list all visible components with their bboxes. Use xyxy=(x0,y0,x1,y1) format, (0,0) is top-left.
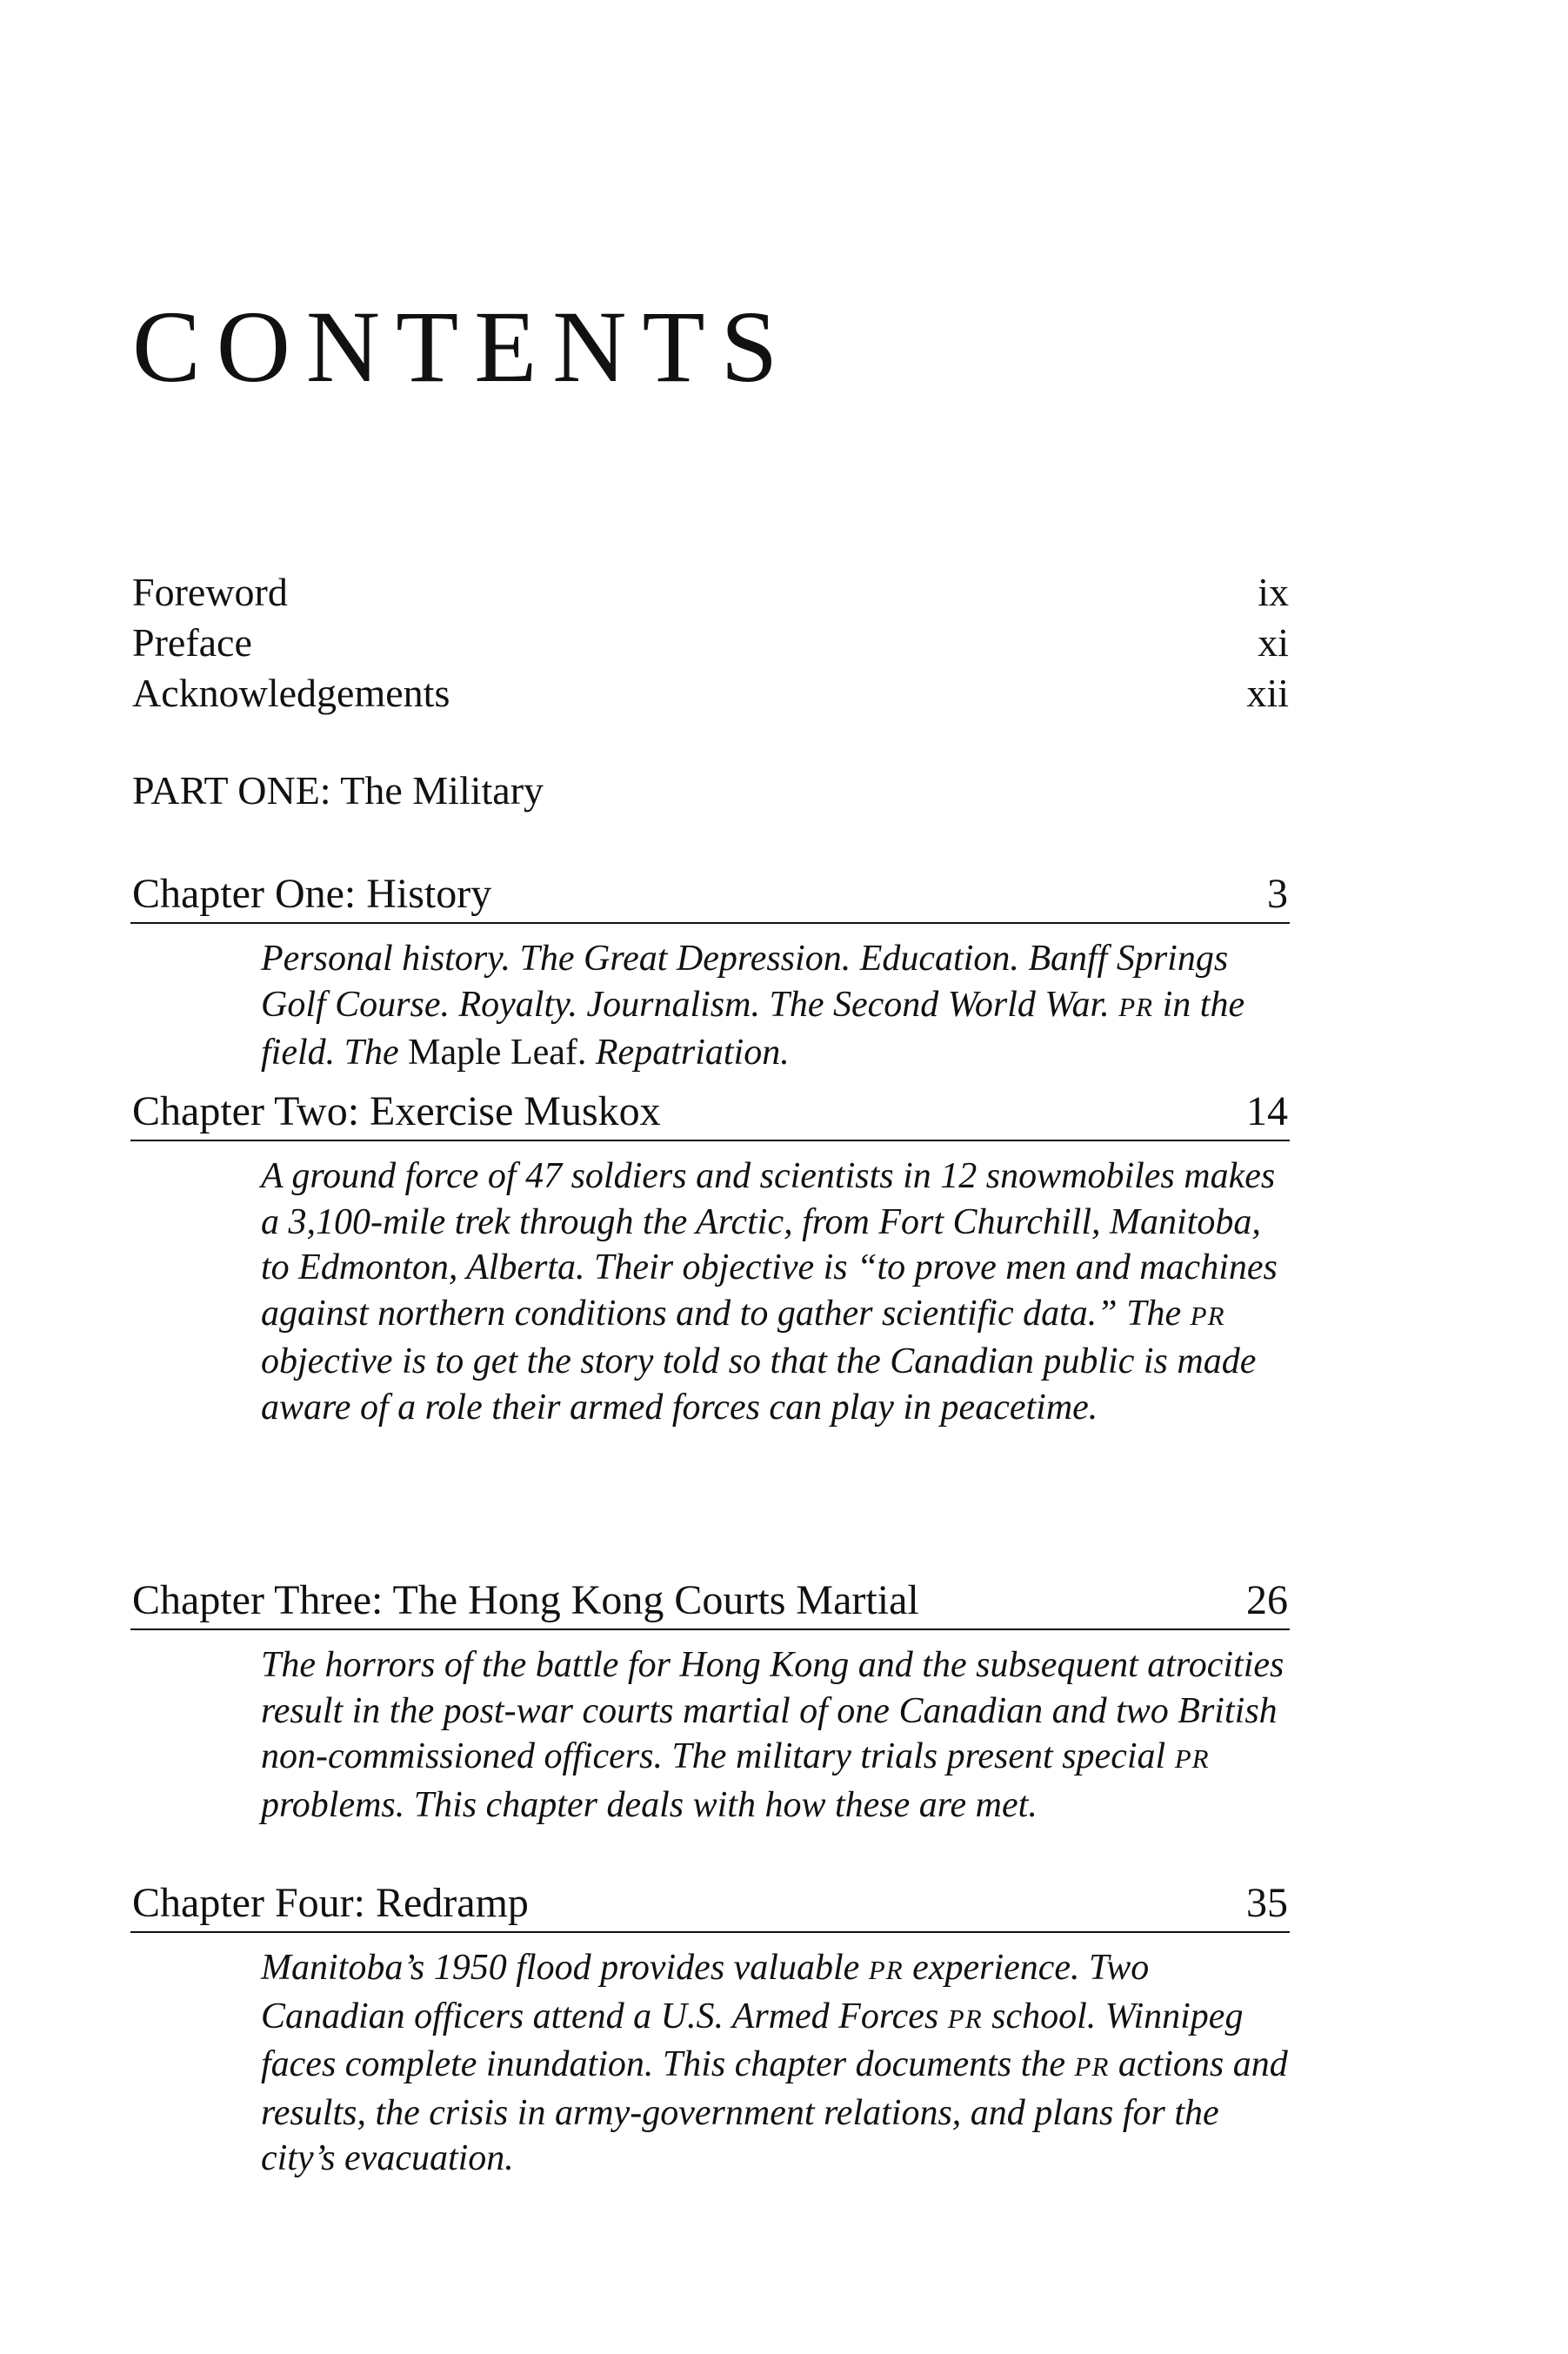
pr-abbrev: PR xyxy=(1174,1743,1210,1774)
publication-name: Maple Leaf. xyxy=(408,1033,587,1073)
desc-text: objective is to get the story told so that the Canadian public is made aware of a role their armed forces can play in peacetime. xyxy=(261,1341,1257,1428)
toc-entry-label: Preface xyxy=(132,620,252,665)
chapter-description xyxy=(130,936,1290,1076)
part-heading: PART ONE: The Military xyxy=(132,768,544,813)
desc-text: actions and results, the crisis in army-government relations, and plans for the city’s evacuation. xyxy=(261,2044,1288,2178)
front-matter-list xyxy=(132,567,1289,719)
chapter-description xyxy=(130,1642,1290,1828)
chapter-page: 26 xyxy=(1246,1577,1288,1623)
pr-abbrev: PR xyxy=(1190,1300,1225,1331)
chapter-entry xyxy=(130,1575,1290,1828)
desc-text: Manitoba’s 1950 flood provides valuable xyxy=(261,1948,869,1988)
desc-text: Repatriation. xyxy=(586,1033,790,1073)
page-title: CONTENTS xyxy=(132,290,794,404)
toc-entry-preface[interactable] xyxy=(132,618,1289,668)
chapter-entry xyxy=(130,1877,1290,2182)
desc-text: A ground force of 47 soldiers and scientists in 12 snowmobiles makes a 3,100-mile trek through the Arctic, from Fort Churchill, Manitoba, to Edmonton, Alberta. Their objective is “to prove men and machines against northern conditions and to gather scientific data.” The xyxy=(261,1156,1278,1334)
chapter-heading[interactable] xyxy=(130,1575,1290,1630)
desc-text: in the field. The xyxy=(261,984,1245,1073)
desc-text: The horrors of the battle for Hong Kong and the subsequent atrocities result in the post-war courts martial of one Canadian and two British non-commissioned officers. The military trials present special xyxy=(261,1645,1284,1776)
pr-abbrev: PR xyxy=(947,2003,983,2034)
desc-text: school. Winnipeg faces complete inundation. This chapter documents the xyxy=(261,1996,1244,2084)
toc-entry-acknowledgements[interactable] xyxy=(132,668,1289,719)
pr-abbrev: PR xyxy=(868,1955,904,1985)
chapter-entry xyxy=(130,1086,1290,1430)
toc-entry-page: ix xyxy=(1258,570,1289,614)
chapter-heading[interactable] xyxy=(130,1086,1290,1141)
chapter-title: Chapter One: History xyxy=(132,871,492,917)
toc-entry-label: Foreword xyxy=(132,570,288,614)
chapter-page: 35 xyxy=(1246,1880,1288,1926)
toc-entry-page: xi xyxy=(1258,620,1289,665)
chapter-description xyxy=(130,1945,1290,2182)
desc-text: problems. This chapter deals with how these are met. xyxy=(261,1784,1038,1825)
chapter-entry xyxy=(130,868,1290,1076)
pr-abbrev: PR xyxy=(1118,991,1154,1022)
chapter-page: 14 xyxy=(1246,1088,1288,1134)
desc-text: experience. Two Canadian officers attend a U.S. Armed Forces xyxy=(261,1948,1150,2036)
chapter-heading[interactable] xyxy=(130,1877,1290,1933)
toc-entry-label: Acknowledgements xyxy=(132,671,450,715)
toc-entry-page: xii xyxy=(1246,671,1289,715)
chapter-title: Chapter Three: The Hong Kong Courts Martial xyxy=(132,1577,919,1623)
toc-entry-foreword[interactable] xyxy=(132,567,1289,618)
chapter-title: Chapter Four: Redramp xyxy=(132,1880,529,1926)
desc-text: Personal history. The Great Depression. Education. Banff Springs Golf Course. Royalty. Journalism. The Second World War. xyxy=(261,939,1229,1025)
chapter-description xyxy=(130,1154,1290,1430)
chapter-title: Chapter Two: Exercise Muskox xyxy=(132,1088,661,1134)
chapter-heading[interactable] xyxy=(130,868,1290,924)
pr-abbrev: PR xyxy=(1074,2051,1110,2082)
chapter-page: 3 xyxy=(1267,871,1288,917)
